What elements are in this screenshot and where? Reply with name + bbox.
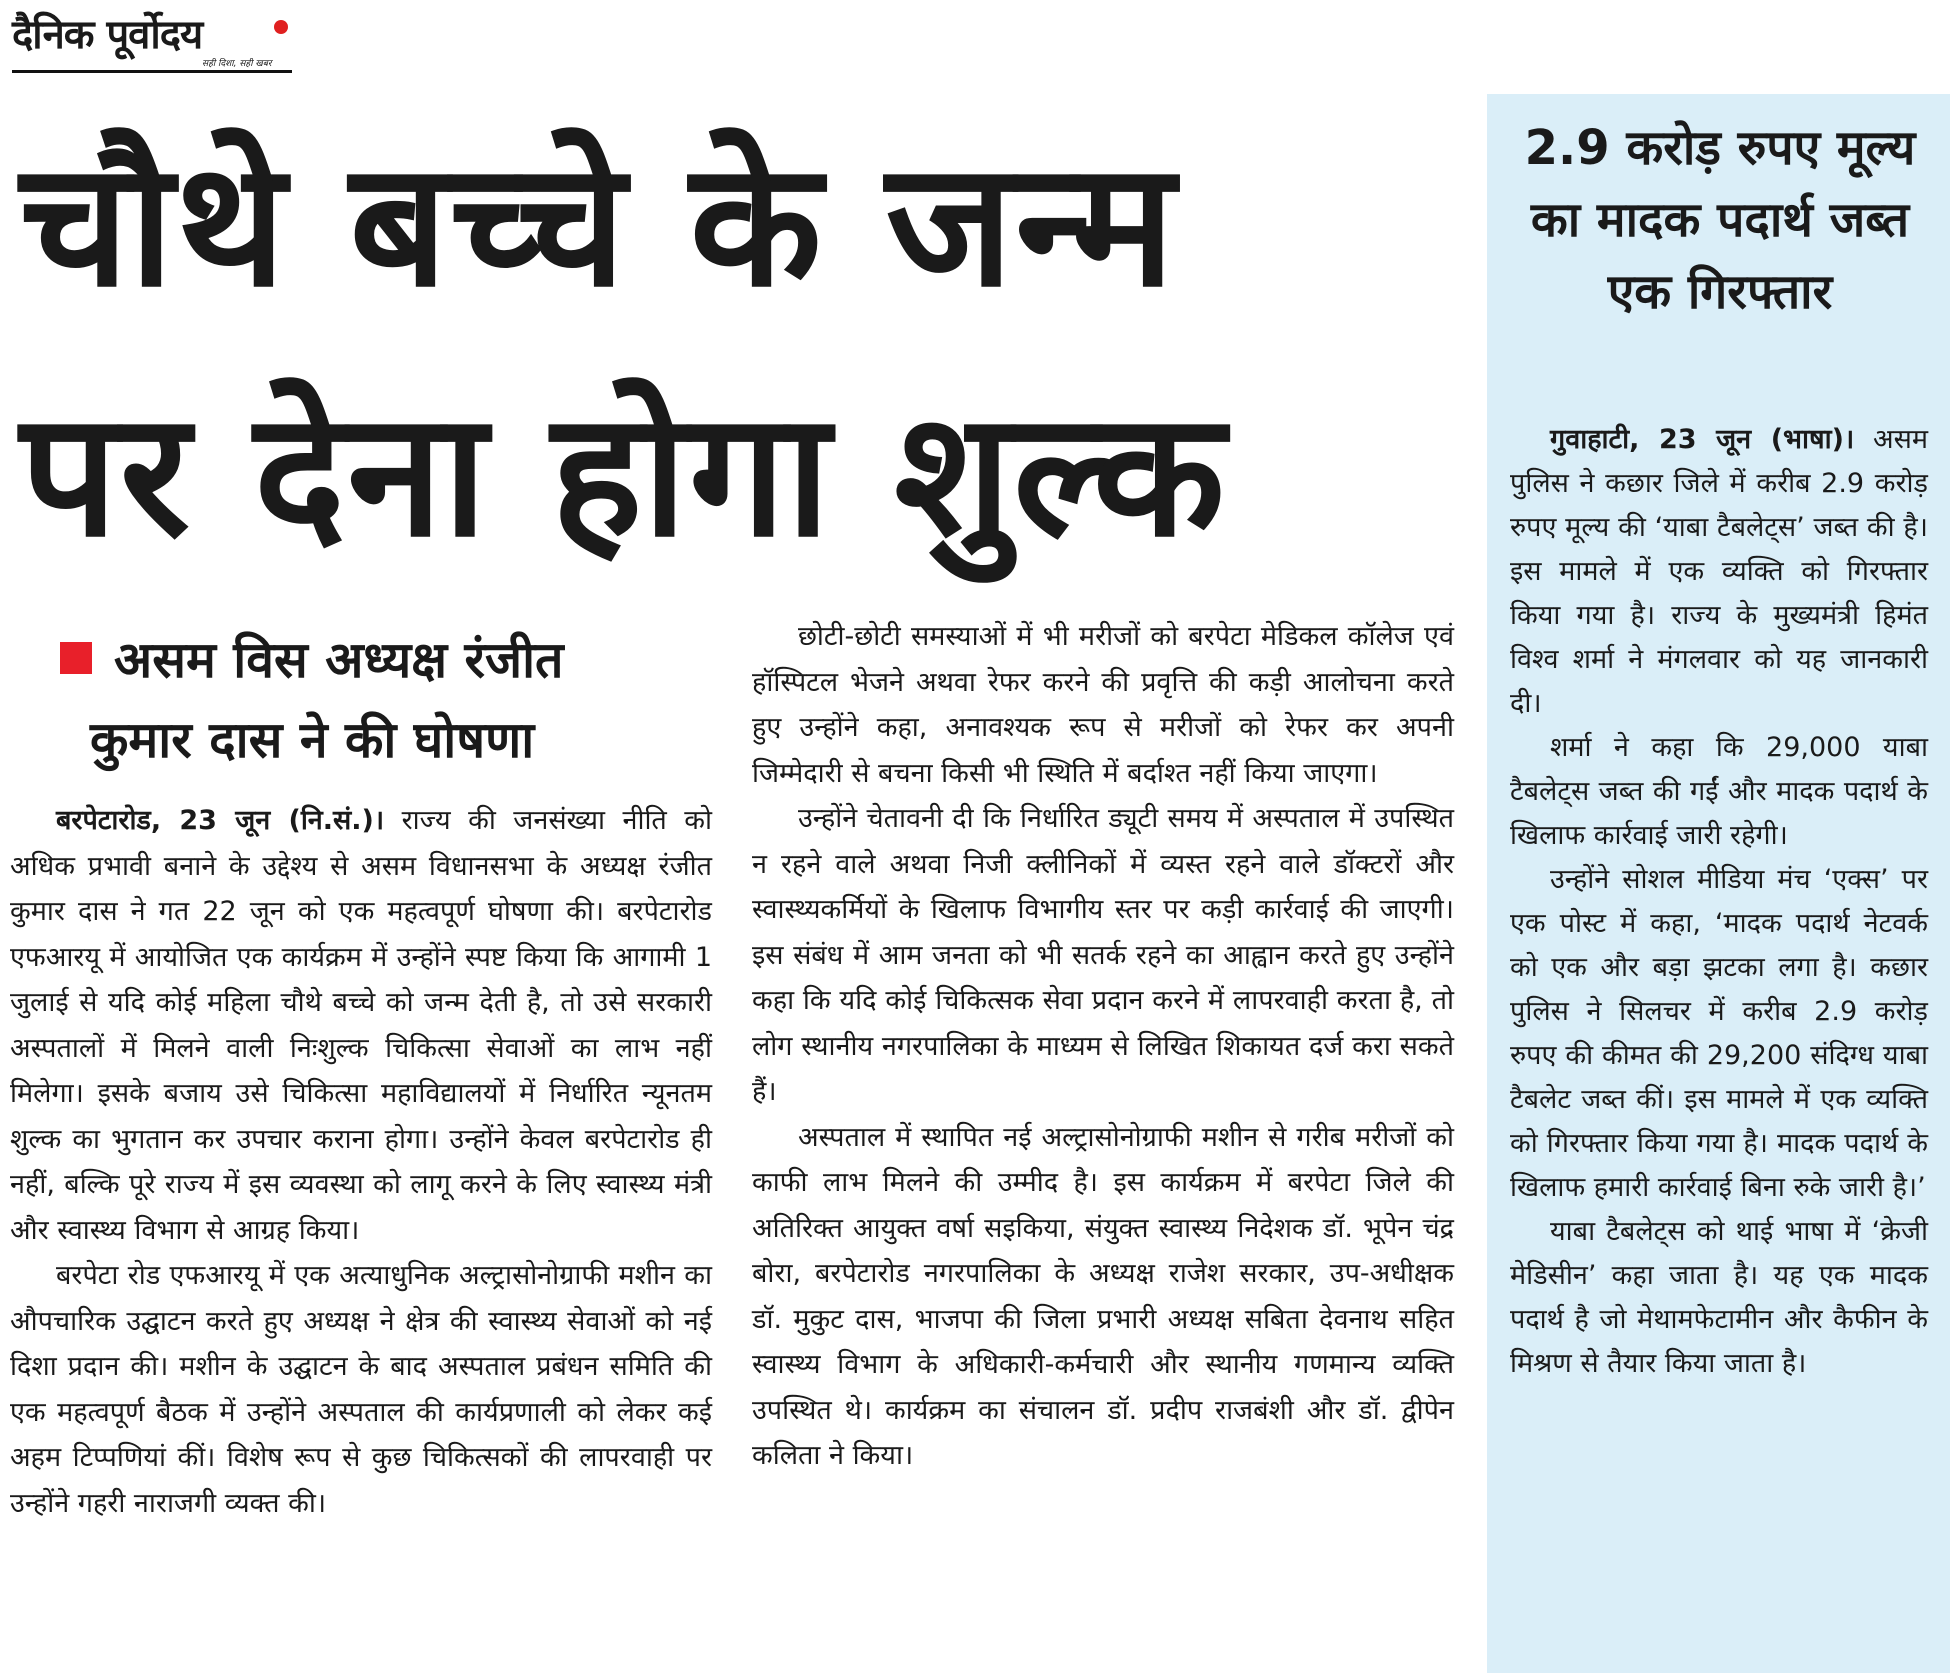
subheadline-line-2: कुमार दास ने की घोषणा	[90, 711, 535, 769]
sidebar-paragraph-4: याबा टैबलेट्स को थाई भाषा में ‘क्रेजी मेडिसीन’ कहा जाता है। यह एक मादक पदार्थ है जो मेथामफेटामीन और कैफीन के मिश्रण से तैयार किया जाता है।	[1510, 1216, 1928, 1379]
main-headline	[20, 100, 1440, 600]
masthead-tagline: सही दिशा, सही खबर	[202, 59, 272, 69]
sidebar-story-column	[1510, 418, 1928, 1386]
main-story-paragraph-5: अस्पताल में स्थापित नई अल्ट्रासोनोग्राफी मशीन से गरीब मरीजों को काफी लाभ मिलने की उम्मीद है। इस कार्यक्रम में बरपेटा जिले की अतिरिक्त आयुक्त वर्षा सइकिया, संयुक्त स्वास्थ्य निदेशक डॉ. भूपेन चंद्र बोरा, बरपेटारोड नगरपालिका के अध्यक्ष राजेश सरकार, उप-अधीक्षक डॉ. मुकुट दास, भाजपा की जिला प्रभारी अध्यक्ष सबिता देवनाथ सहित स्वास्थ्य विभाग के अधिकारी-कर्मचारी और स्थानीय गणमान्य व्यक्ति उपस्थित थे। कार्यक्रम का संचालन डॉ. प्रदीप राजबंशी और डॉ. द्वीपेन कलिता ने किया।	[752, 1121, 1454, 1471]
main-story-paragraph-4: उन्होंने चेतावनी दी कि निर्धारित ड्यूटी समय में अस्पताल में उपस्थित न रहने वाले अथवा निजी क्लीनिकों में व्यस्त रहने वाले डॉक्टरों और स्वास्थ्यकर्मियों के खिलाफ विभागीय स्तर पर कड़ी कार्रवाई की जाएगी। इस संबंध में आम जनता को भी सतर्क रहने का आह्वान करते हुए उन्होंने कहा कि यदि कोई चिकित्सक सेवा प्रदान करने में लापरवाही करता है, तो लोग स्थानीय नगरपालिका के माध्यम से लिखित शिकायत दर्ज करा सकते हैं।	[752, 803, 1454, 1107]
main-story-dateline: बरपेटारोड, 23 जून (नि.सं.)।	[56, 805, 385, 836]
sidebar-paragraph-3: उन्होंने सोशल मीडिया मंच ‘एक्स’ पर एक पोस्ट में कहा, ‘मादक पदार्थ नेटवर्क को एक और बड़ा झटका लगा है। कछार पुलिस ने सिलचर में करीब 2.9 करोड़ रुपए की कीमत की 29,200 संदिग्ध याबा टैबलेट जब्त कीं। इस मामले में एक व्यक्ति को गिरफ्तार किया गया है। मादक पदार्थ के खिलाफ हमारी कार्रवाई बिना रुके जारी है।’	[1510, 864, 1928, 1203]
sidebar-paragraph-1	[1510, 418, 1928, 726]
subheadline	[60, 620, 700, 780]
main-story-paragraph-1	[10, 798, 712, 1253]
main-story-p1-text: राज्य की जनसंख्या नीति को अधिक प्रभावी बनाने के उद्देश्य से असम विधानसभा के अध्यक्ष रंजीत कुमार दास ने गत 22 जून को एक महत्वपूर्ण घोषणा की। बरपेटारोड एफआरयू में आयोजित एक कार्यक्रम में उन्होंने स्पष्ट किया कि आगामी 1 जुलाई से यदि कोई महिला चौथे बच्चे को जन्म देती है, तो उसे सरकारी अस्पतालों में मिलने वाली निःशुल्क चिकित्सा सेवाओं का लाभ नहीं मिलेगा। इसके बजाय उसे चिकित्सा महाविद्यालयों में निर्धारित न्यूनतम शुल्क का भुगतान कर उपचार कराना होगा। उन्होंने केवल बरपेटारोड ही नहीं, बल्कि पूरे राज्य में इस व्यवस्था को लागू करने के लिए स्वास्थ्य मंत्री और स्वास्थ्य विभाग से आग्रह किया।	[10, 805, 712, 1246]
headline-line-2: पर देना होगा शुल्क	[20, 374, 1227, 575]
masthead-name: दैनिक पूर्वोदय	[12, 12, 203, 58]
logo-dot-icon	[274, 20, 288, 34]
sidebar-dateline: गुवाहाटी, 23 जून (भाषा)।	[1550, 424, 1855, 455]
subheadline-line-1: असम विस अध्यक्ष रंजीत	[114, 631, 564, 689]
main-story-paragraph-2: बरपेटा रोड एफआरयू में एक अत्याधुनिक अल्ट्रासोनोग्राफी मशीन का औपचारिक उद्घाटन करते हुए अध्यक्ष ने क्षेत्र की स्वास्थ्य सेवाओं को नई दिशा प्रदान की। मशीन के उद्घाटन के बाद अस्पताल प्रबंधन समिति की एक महत्वपूर्ण बैठक में उन्होंने अस्पताल की कार्यप्रणाली को लेकर कई अहम टिप्पणियां कीं। विशेष रूप से कुछ चिकित्सकों की लापरवाही पर उन्होंने गहरी नाराजगी व्यक्त की।	[10, 1260, 712, 1519]
headline-line-1: चौथे बच्चे के जन्म	[20, 124, 1177, 325]
sidebar-headline: 2.9 करोड़ रुपए मूल्य का मादक पदार्थ जब्त एक गिरफ्तार	[1524, 120, 1916, 320]
sidebar-p1-text: असम पुलिस ने कछार जिले में करीब 2.9 करोड़ रुपए मूल्य की ‘याबा टैबलेट्स’ जब्त की है। इस मामले में एक व्यक्ति को गिरफ्तार किया गया है। राज्य के मुख्यमंत्री हिमंत विश्व शर्मा ने मंगलवार को यह जानकारी दी।	[1510, 424, 1928, 719]
main-story-column-2	[752, 614, 1454, 1479]
red-square-bullet-icon	[60, 642, 92, 674]
sidebar-paragraph-2: शर्मा ने कहा कि 29,000 याबा टैबलेट्स जब्त की गईं और मादक पदार्थ के खिलाफ कार्रवाई जारी रहेगी।	[1510, 732, 1928, 851]
masthead-logo	[12, 10, 292, 73]
main-story-paragraph-3: छोटी-छोटी समस्याओं में भी मरीजों को बरपेटा मेडिकल कॉलेज एवं हॉस्पिटल भेजने अथवा रेफर करने की प्रवृत्ति की कड़ी आलोचना करते हुए उन्होंने कहा, अनावश्यक रूप से मरीजों को रेफर कर अपनी जिम्मेदारी से बचना किसी भी स्थिति में बर्दाश्त नहीं किया जाएगा।	[752, 621, 1454, 789]
main-story-column-1	[10, 798, 712, 1526]
